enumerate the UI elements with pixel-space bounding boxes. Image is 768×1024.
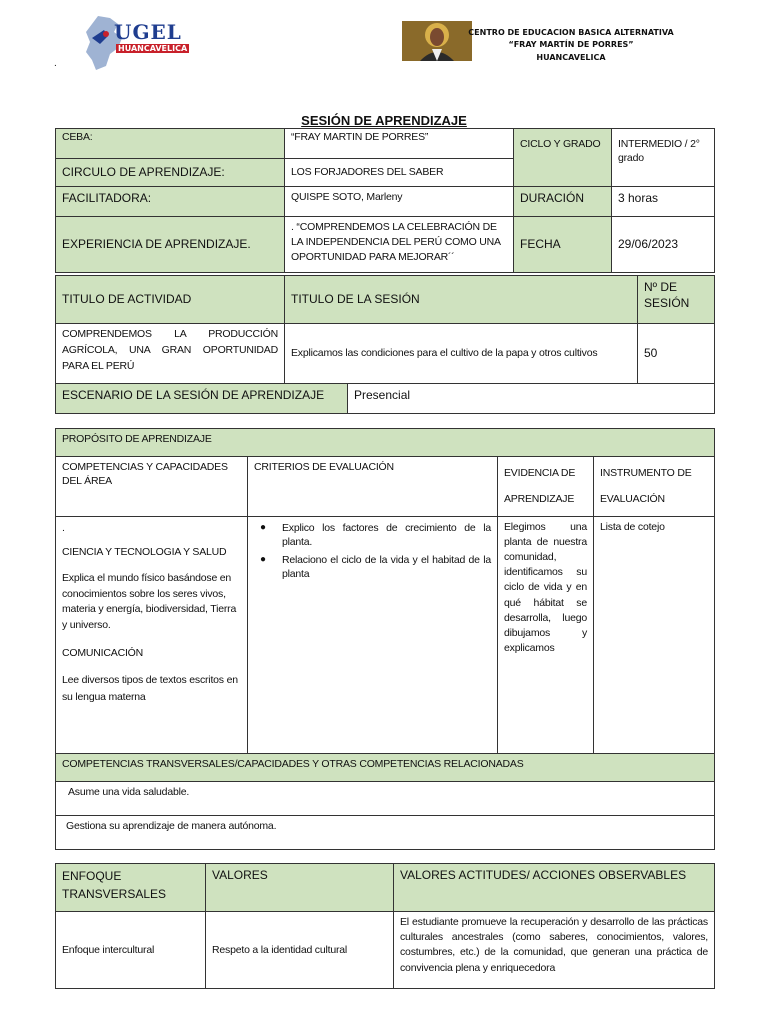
fecha-label: FECHA [514, 217, 612, 273]
titulo-actividad-label: TITULO DE ACTIVIDAD [56, 276, 285, 324]
activity-table [55, 275, 715, 384]
ciclo-label: CICLO Y GRADO [514, 129, 612, 187]
criterio-item: ● Explico los factores de crecimiento de la planta. [282, 521, 491, 549]
ceba-label: CEBA: [56, 129, 285, 159]
ugel-logo-subtext: HUANCAVELICA [118, 44, 188, 53]
fecha-value: 29/06/2023 [612, 217, 715, 273]
school-line-2: “FRAY MARTÍN DE PORRES” [508, 40, 634, 50]
ceba-value: “FRAY MARTIN DE PORRES” [285, 129, 514, 159]
info-table [55, 128, 715, 273]
school-line-3: HUANCAVELICA [536, 52, 606, 62]
criterio-item: ● Relaciono el ciclo de la vida y el habitad de la planta [282, 553, 491, 581]
circulo-value: LOS FORJADORES DEL SABER [285, 159, 514, 187]
area-comunicacion: COMUNICACIÓN [62, 646, 144, 659]
col-acciones: VALORES ACTITUDES/ ACCIONES OBSERVABLES [394, 864, 715, 912]
escenario-value: Presencial [348, 384, 715, 414]
instrumento-cell: Lista de cotejo [594, 516, 715, 753]
duracion-value: 3 horas [612, 187, 715, 217]
proposito-title: PROPÓSITO DE APRENDIZAJE [56, 429, 715, 457]
duracion-label: DURACIÓN [514, 187, 612, 217]
experiencia-label: EXPERIENCIA DE APRENDIZAJE. [56, 217, 285, 273]
ugel-logo-text: UGEL [114, 20, 182, 44]
facilitadora-value: QUISPE SOTO, Marleny [285, 187, 514, 217]
circulo-label: CIRCULO DE APRENDIZAJE: [56, 159, 285, 187]
col-valores: VALORES [206, 864, 394, 912]
col-competencias: COMPETENCIAS Y CAPACIDADES DEL ÁREA [56, 457, 248, 517]
area-ciencia: CIENCIA Y TECNOLOGIA Y SALUD [62, 545, 227, 558]
sesion-value: Explicamos las condiciones para el cultivo de la papa y otros cultivos [285, 324, 638, 384]
criterios-cell [248, 516, 498, 753]
escenario-label: ESCENARIO DE LA SESIÓN DE APRENDIZAJE [56, 384, 348, 414]
col-instrumento: INSTRUMENTO DE EVALUACIÓN [594, 457, 715, 517]
header-dot: . [54, 58, 57, 69]
page-title: SESIÓN DE APRENDIZAJE [301, 113, 467, 128]
titulo-sesion-label: TITULO DE LA SESIÓN [285, 276, 638, 324]
transversal-title: COMPETENCIAS TRANSVERSALES/CAPACIDADES Y OTRAS COMPETENCIAS RELACIONADAS [56, 753, 715, 781]
col-criterios: CRITERIOS DE EVALUACIÓN [248, 457, 498, 517]
transversal-2: Gestiona su aprendizaje de manera autónoma. [56, 815, 715, 849]
nro-sesion-value: 50 [638, 324, 715, 384]
ciclo-value: INTERMEDIO / 2° grado [612, 129, 715, 187]
col-enfoque: ENFOQUE TRANSVERSALES [56, 864, 206, 912]
enfoque-table [55, 863, 715, 989]
criterios-list [254, 521, 491, 582]
school-line-1: CENTRO DE EDUCACION BASICA ALTERNATIVA [468, 28, 674, 37]
experiencia-value: . “COMPRENDEMOS LA CELEBRACIÓN DE LA INDEPENDENCIA DEL PERÚ COMO UNA OPORTUNIDAD PARA MEJORAR´´ [285, 217, 514, 273]
enfoque-value: Enfoque intercultural [56, 912, 206, 989]
actividad-value: COMPRENDEMOS LA PRODUCCIÓN AGRÍCOLA, UNA GRAN OPORTUNIDAD PARA EL PERÚ [56, 324, 285, 384]
competencias-dot: . [62, 521, 65, 534]
evidencia-cell: Elegimos una planta de nuestra comunidad, identificamos su ciclo de vida y en qué hábitat se desarrolla, luego dibujamos y explicamos [498, 516, 594, 753]
transversal-1: Asume una vida saludable. [56, 781, 715, 815]
escenario-table [55, 383, 715, 414]
col-evidencia: EVIDENCIA DE APRENDIZAJE [498, 457, 594, 517]
school-name-block [468, 27, 674, 64]
valor-value: Respeto a la identidad cultural [206, 912, 394, 989]
ugel-logo [84, 14, 188, 72]
competencia-ciencia: Explica el mundo físico basándose en conocimientos sobre los seres vivos, materia y energía, biodiversidad, Tierra y universo. [62, 571, 237, 632]
facilitadora-label: FACILITADORA: [56, 187, 285, 217]
acciones-value: El estudiante promueve la recuperación y desarrollo de las prácticas culturales ancestrales (como saberes, conocimientos, valores, costumbres, etc.) de la comunidad, que generan una práctica de convivencia plena y enriquecedora [394, 912, 715, 989]
saint-portrait-image [402, 21, 472, 61]
competencia-comunicacion: Lee diversos tipos de textos escritos en su lengua materna [62, 674, 238, 704]
proposito-table [55, 428, 715, 850]
competencias-cell [56, 516, 248, 753]
nro-sesion-label: Nº DE SESIÓN [638, 276, 715, 324]
